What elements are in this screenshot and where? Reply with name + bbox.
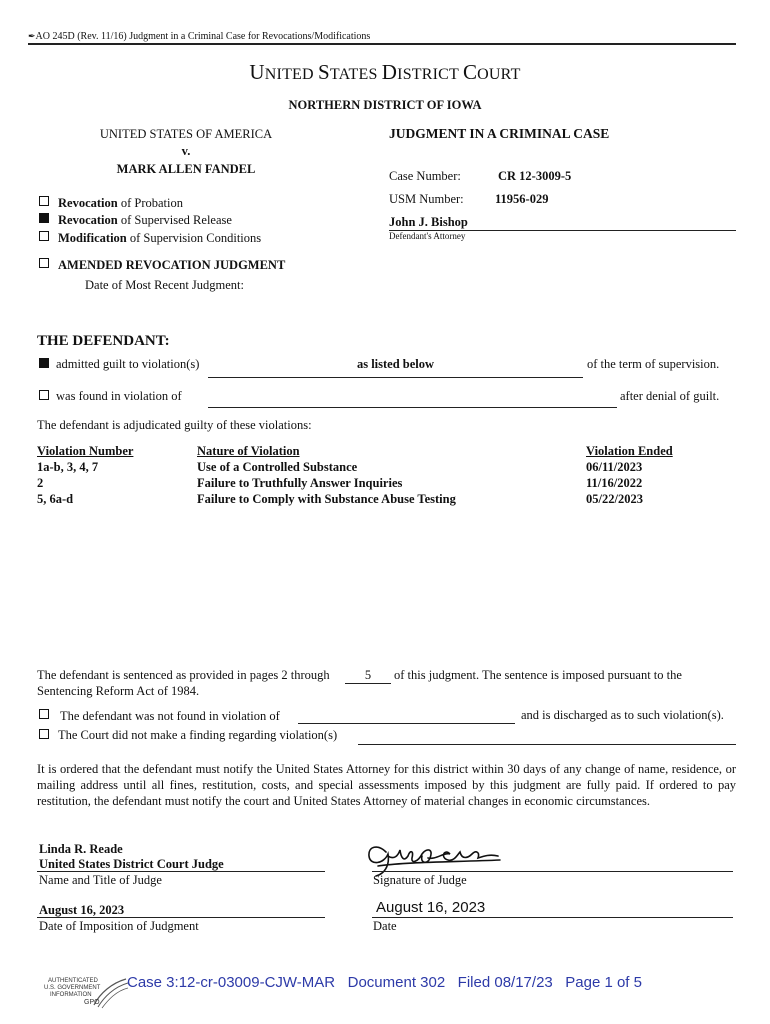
attorney-name: John J. Bishop [389,215,468,229]
order-paragraph: It is ordered that the defendant must notify the United States Attorney for this district within 30 days of any change of name, residence, or mailing address until all fines, restitution, costs, and special assessments imposed by this judgment are fully paid. If ordered to pay restitution, the defendant must notify the court and United States Attorney of material changes in economic circumstances. [37,762,736,808]
court-title: UNITED STATES DISTRICT COURT [249,60,521,84]
header-rule [28,43,736,45]
not-found-checkbox[interactable] [39,709,49,719]
not-found-label: The defendant was not found in violation of [60,709,280,723]
admitted-guilt-checkbox[interactable] [39,358,49,368]
case-number-label: Case Number: [389,169,461,183]
found-suffix: after denial of guilt. [620,389,720,403]
judge-title: United States District Court Judge [39,857,224,871]
modification-checkbox[interactable] [39,231,49,241]
no-finding-rule [358,744,736,745]
admitted-violations-value: as listed below [356,357,435,371]
imposition-label: Date of Imposition of Judgment [39,919,199,933]
found-in-violation-label: was found in violation of [56,389,182,403]
no-finding-checkbox[interactable] [39,729,49,739]
sentence-text-after: of this judgment. The sentence is imposed pursuant to the [394,668,682,682]
signed-date: August 16, 2023 [376,899,486,916]
plaintiff-name: UNITED STATES OF AMERICA [99,127,273,141]
judge-name-label: Name and Title of Judge [39,873,162,887]
signature-label: Signature of Judge [373,873,467,887]
table-row: 2 Failure to Truthfully Answer Inquiries 11/16/2022 [37,476,643,490]
found-in-violation-checkbox[interactable] [39,390,49,400]
no-finding-label: The Court did not make a finding regarding violation(s) [58,728,338,742]
amended-label: AMENDED REVOCATION JUDGMENT [58,258,286,272]
option-modification: Modification of Supervision Conditions [58,231,262,245]
sentence-text-before: The defendant is sentenced as provided in pages 2 through [37,668,330,682]
attorney-label: Defendant's Attorney [389,231,466,241]
table-row: 5, 6a-d Failure to Comply with Substance Abuse Testing 05/22/2023 [37,492,643,506]
versus: v. [181,144,191,158]
admitted-rule [208,377,583,378]
found-rule [208,407,617,408]
form-header: ✒AO 245D (Rev. 11/16) Judgment in a Criminal Case for Revocations/Modifications [28,31,371,42]
gpo-authentication-seal: AUTHENTICATED U.S. GOVERNMENT INFORMATION GPO [44,975,130,1009]
case-filing-stamp: Case 3:12-cr-03009-CJW-MAR Document 302 Filed 08/17/23 Page 1 of 5 [127,974,642,991]
not-found-rule [298,723,515,724]
amended-judgment-checkbox[interactable] [39,258,49,268]
supervised-release-revocation-checkbox[interactable] [39,213,49,223]
defendant-name: MARK ALLEN FANDEL [116,162,256,176]
admitted-guilt-label: admitted guilt to violation(s) [56,357,200,371]
signed-date-rule [372,917,733,918]
col-violation-ended: Violation Ended [586,444,673,458]
date-label: Date [373,919,397,933]
case-number: CR 12-3009-5 [498,169,572,183]
defendant-heading: THE DEFENDANT: [37,333,170,349]
sentence-pages-rule [345,683,391,684]
sentence-pages: 5 [364,668,372,682]
option-supervised-release: Revocation of Supervised Release [58,213,232,227]
imposition-date: August 16, 2023 [39,903,125,917]
col-violation-number: Violation Number [37,444,134,458]
most-recent-judgment-label: Date of Most Recent Judgment: [85,278,244,292]
usm-number-label: USM Number: [389,192,464,206]
not-found-suffix: and is discharged as to such violation(s). [521,708,724,722]
probation-revocation-checkbox[interactable] [39,196,49,206]
adjudicated-text: The defendant is adjudicated guilty of these violations: [37,418,312,432]
sentence-act: Sentencing Reform Act of 1984. [37,684,200,698]
usm-number: 11956-029 [495,192,549,206]
district-name: NORTHERN DISTRICT OF IOWA [288,98,482,112]
option-probation: Revocation of Probation [58,196,183,210]
signature-rule [372,871,733,872]
imposition-rule [37,917,325,918]
admitted-suffix: of the term of supervision. [587,357,720,371]
table-row: 1a-b, 3, 4, 7 Use of a Controlled Substance 06/11/2023 [37,460,643,474]
judgment-title: JUDGMENT IN A CRIMINAL CASE [389,126,610,141]
judge-name-rule [37,871,325,872]
judge-name: Linda R. Reade [39,842,123,856]
pen-icon: ✒ [28,31,36,41]
col-nature-of-violation: Nature of Violation [197,444,300,458]
